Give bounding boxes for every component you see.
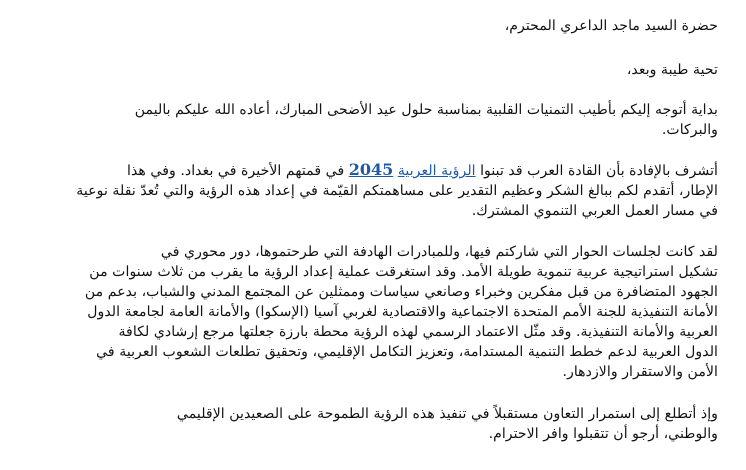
paragraph-line: الأمن والاستقرار والازدهار. (562, 364, 718, 380)
paragraph-line: وإذ أتطلع إلى استمرار التعاون مستقبلاً في تنفيذ هذه الرؤية الطموحة على الصعيدين الإقليمي (176, 406, 718, 422)
paragraph-line (60, 160, 718, 181)
paragraph-text: في قمتهم الأخيرة في بغداد. وفي هذا (127, 163, 349, 179)
paragraph-line: في مسار العمل العربي التنموي المشترك. (471, 203, 718, 219)
paragraph-line: والبركات. (661, 122, 718, 138)
paragraph-line: بداية أتوجه إليكم بأطيب التمنيات القلبية بمناسبة حلول عيد الأضحى المبارك، أعاده الله عليكم باليمن (134, 102, 718, 118)
vision-link[interactable]: الرؤية العربية (397, 163, 476, 179)
paragraph-line: الجهود المتضافرة من قبل مفكرين وخبراء وصانعي سياسات وممثلين عن المجتمع المدني والشباب، بدعم من (84, 284, 718, 300)
paragraph-line: لقد كانت لجلسات الحوار التي شاركتم فيها، وللمبادرات الهادفة التي طرحتموها، دور محوري في (160, 244, 718, 260)
paragraph-line: الأمانة التنفيذية للجنة الأمم المتحدة الاجتماعية والاقتصادية لغربي آسيا (الإسكوا) والأمانة العامة لجامعة الدول (87, 304, 718, 320)
paragraph-line: والوطني، أرجو أن تتقبلوا وافر الاحترام. (488, 426, 718, 442)
paragraph-vision-adoption (60, 160, 718, 221)
paragraph-line: الإطار، أتقدم لكم ببالغ الشكر وعظيم التقدير على مساهمتكم القيّمة في إعداد هذه الرؤية والتي تُعدّ نقلة نوعية (76, 183, 718, 199)
paragraph-closing (60, 404, 718, 444)
paragraph-line: تشكيل استراتيجية عربية تنموية طويلة الأمد. وقد استغرقت عملية إعداد الرؤية ما يقرب من ثلاث سنوات من (89, 264, 718, 280)
paragraph-dialogue-sessions (60, 242, 718, 382)
paragraph-line: العربية والأمانة التنفيذية. وقد مثّل الاعتماد الرسمي لهذه الرؤية محطة بارزة جعلتها مرجع إرشادي لكافة (118, 324, 718, 340)
vision-link-year[interactable]: 2045 (348, 160, 394, 179)
paragraph-text: أتشرف بالإفادة بأن القادة العرب قد تبنوا (475, 163, 718, 179)
salutation: حضرة السيد ماجد الداعري المحترم، (504, 18, 718, 34)
greeting: تحية طيبة وبعد، (626, 62, 718, 78)
paragraph-eid-greetings (60, 100, 718, 140)
paragraph-line: الدول العربية لدعم خطط التنمية المستدامة، وتعزيز التكامل الإقليمي، وتحقيق تطلعات الشعوب العربية في (96, 344, 718, 360)
